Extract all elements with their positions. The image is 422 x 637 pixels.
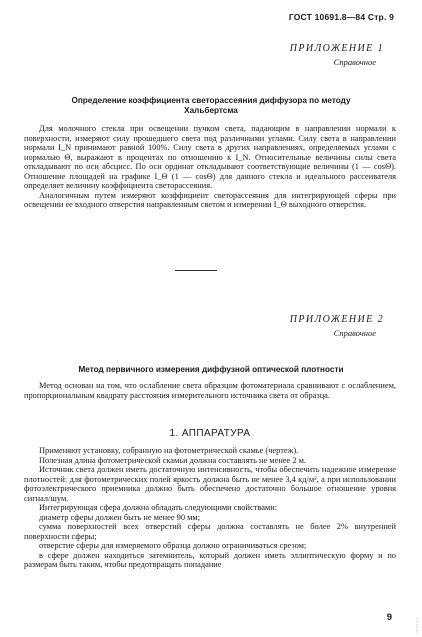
paragraph: Источник света должен иметь достаточную интенсивность, чтобы обеспечить надежное измерение плотностей: для фотометрических полей яркость должна быть не менее 3,4 кд/м², а при использовании фотоэлектрического приемника должно быть обеспечено достаточно большое отношение уровня сигнал/шум. (24, 465, 396, 503)
paragraph: Применяют установку, собранную на фотометрической скамье (чертеж). (39, 446, 299, 455)
paragraph: Интегрирующая сфера должна обладать следующими свойствами: (39, 503, 278, 512)
running-header: ГОСТ 10691.8—84 Стр. 9 (288, 12, 394, 22)
paragraph: сумма поверхностей всех отверстий сферы должна составлять не более 2% внутренней поверхности сферы; (24, 522, 396, 541)
appendix-2-title: Метод первичного измерения диффузной оптической плотности (78, 365, 344, 374)
paragraph: Полезная длина фотометрической скамьи должна составлять не менее 2 м. (39, 455, 307, 465)
appendix-2-body (24, 446, 396, 570)
appendix-1-title: Определение коэффициента светорассеяния диффузора по методу Хальбертсма (71, 96, 351, 115)
section-divider (175, 270, 217, 271)
paragraph: Аналогичным путем измеряют коэффициент светорассеяния для интегрирующей сферы при освещении ее входного отверстия направленным светом и измерении I_Θ выходного отверстия. (24, 190, 396, 209)
section-heading: 1. АППАРАТУРА (169, 428, 251, 439)
appendix-1-body (24, 124, 396, 210)
paragraph: в сфере должен находиться затемнитель, который должен иметь эллиптическую форму и по размерам быть таким, чтобы предотвращать попадание (24, 550, 396, 569)
appendix-1-type: Справочное (333, 57, 376, 67)
appendix-2-label: ПРИЛОЖЕНИЕ 2 (289, 314, 384, 325)
scan-edge-mark (416, 618, 418, 634)
appendix-2-type: Справочное (333, 328, 376, 338)
paragraph: Для молочного стекла при освещении пучком света, падающим в направлении нормали к поверхности, измеряют силу прошедшего света под различными углами. Силу света в направлении нормали I_N принимают равной 100%. Силу света в других направлениях, определяемых углами с нормалью Θ, выражают в процентах по отношению к I_N. Относительные величины силы света откладывают по оси абсцисс. По оси ординат откладывают соответствующие величины (1 — cosΘ). Отношение площадей на графике I_Θ (1 — cosΘ) для данного стекла и идеального рассеивателя определяет величину коэффициента светорассеяния. (24, 124, 396, 190)
paragraph: отверстие сферы для измеряемого образца должно ограничиваться срезом; (39, 541, 307, 550)
paragraph: Метод основан на том, что ослабление света образцом фотоматериала сравнивают с ослаблением, пропорциональным квадрату расстояния измерительного источника света от образца. (24, 381, 396, 400)
appendix-1-label: ПРИЛОЖЕНИЕ 1 (289, 43, 384, 54)
appendix-2-intro (24, 381, 396, 400)
paragraph: диаметр сферы должен быть не менее 90 мм; (39, 512, 201, 522)
page-number: 9 (386, 612, 392, 623)
